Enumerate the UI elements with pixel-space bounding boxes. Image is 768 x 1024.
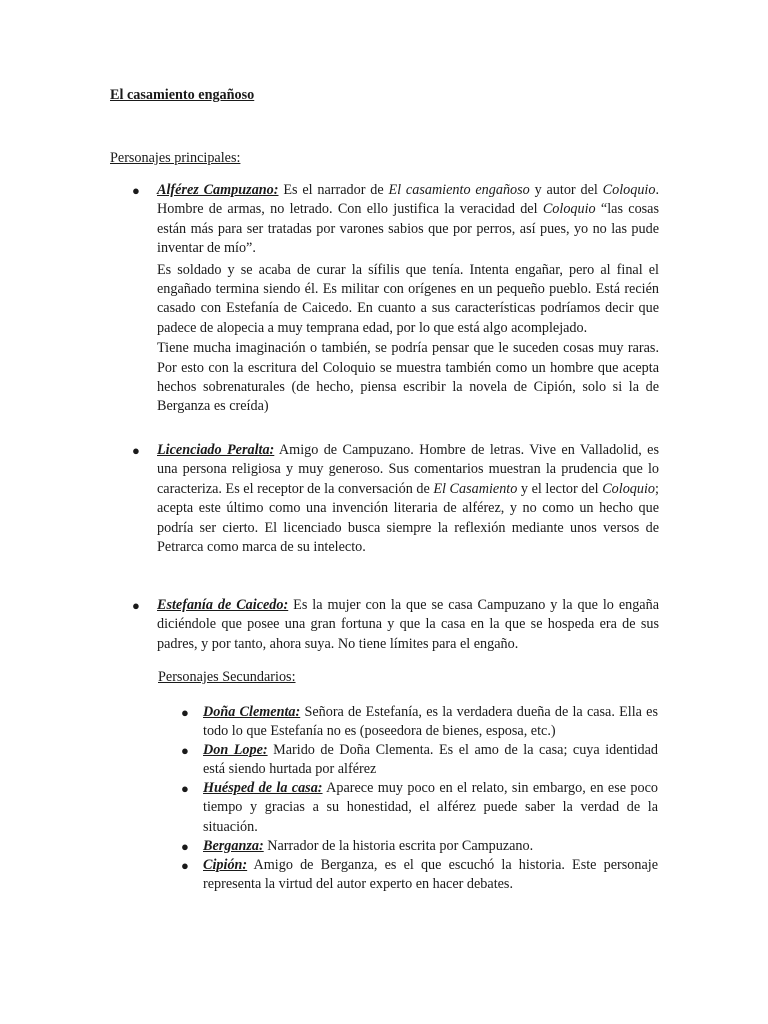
secondary-characters-heading: Personajes Secundarios: — [158, 669, 296, 685]
character-name: Alférez Campuzano: — [157, 182, 279, 198]
list-item-huesped — [181, 779, 659, 837]
secondary-paragraph — [203, 779, 658, 837]
list-item-cipion — [181, 856, 658, 895]
work-title: Coloquio — [602, 480, 656, 497]
text-span: . Hombre de armas, no letrado. Con ello justifica la veracidad del — [157, 182, 660, 218]
text-span: Narrador de la historia escrita por Campuzano. — [263, 838, 534, 854]
text-span: y autor del — [529, 182, 603, 198]
text-span: Señora de Estefanía, es la verdadera dueña de la casa. Ella es todo lo que Estefanía no es (poseedora de bienes, esposa, etc.) — [203, 704, 658, 740]
text-span: y el lector del — [517, 480, 603, 497]
estefania-paragraph — [157, 596, 659, 654]
bullet-icon: ● — [181, 743, 189, 758]
campuzano-paragraph-1 — [157, 181, 659, 259]
secondary-paragraph — [203, 741, 658, 780]
campuzano-paragraph-2: Es soldado y se acaba de curar la sífilis que tenía. Intenta engañar, pero al final el engañado termina siendo él. Es militar con orígenes en un pequeño pueblo. Está recién casado con Estefanía de Caicedo. En cuanto a sus características podríamos decir que padece de alopecia a muy temprana edad, por lo que está algo acomplejado. — [157, 261, 659, 336]
text-span: Amigo de Berganza, es el que escuchó la historia. Este personaje representa la virtud del autor experto en hacer debates. — [203, 857, 658, 893]
main-characters-heading: Personajes principales: — [110, 150, 241, 166]
character-name: Doña Clementa: — [203, 704, 301, 720]
character-name: Licenciado Peralta: — [157, 442, 275, 458]
text-span: Es la mujer con la que se casa Campuzano y la que lo engaña diciéndole que posee una gran fortuna y que la casa en la que se hospeda era de sus padres, y por tanto, ahora suya. No tiene límites para el engaño. — [157, 597, 659, 652]
list-item-clementa — [181, 703, 658, 742]
bullet-icon: ● — [181, 781, 189, 796]
character-name: Huésped de la casa: — [203, 780, 323, 796]
secondary-paragraph — [203, 856, 658, 895]
character-name: Estefanía de Caicedo: — [157, 597, 289, 613]
bullet-icon: ● — [181, 858, 189, 873]
bullet-icon: ● — [132, 443, 140, 458]
secondary-paragraph — [203, 837, 658, 856]
list-item-berganza — [181, 837, 658, 856]
bullet-icon: ● — [132, 598, 140, 613]
work-title: El Casamiento — [433, 480, 518, 497]
bullet-icon: ● — [181, 839, 189, 854]
work-title: El casamiento engañoso — [388, 182, 530, 198]
peralta-paragraph — [157, 441, 659, 557]
list-item-campuzano — [132, 181, 660, 417]
character-name: Cipión: — [203, 857, 248, 873]
secondary-paragraph — [203, 703, 658, 742]
character-name: Don Lope: — [203, 742, 268, 758]
campuzano-paragraph-3: Tiene mucha imaginación o también, se podría pensar que le suceden cosas muy raras. Por esto con la escritura del Coloquio se muestra también como un hombre que acepta hechos sobrenaturales (de hecho, piensa escribir la novela de Cipión, solo si la de Berganza es creída) — [157, 340, 659, 415]
text-span: Marido de Doña Clementa. Es el amo de la casa; cuya identidad está siendo hurtada por alférez — [203, 742, 658, 778]
text-span: ; acepta este último como una invención literaria de alférez, y no como un hecho que podría ser cierto. El licenciado busca siempre la reflexión mediante unos versos de Petrarca como marca de su intelecto. — [157, 480, 659, 556]
work-title: Coloquio — [602, 182, 656, 198]
text-span: Es el narrador de — [278, 182, 389, 198]
text-span: Aparece muy poco en el relato, sin embargo, en ese poco tiempo y gracias a su honestidad, el alférez puede saber la verdad de la situación. — [203, 780, 659, 835]
work-title: Coloquio — [542, 201, 596, 218]
character-name: Berganza: — [203, 838, 264, 854]
text-span: “las cosas están más para ser tratadas por varones sabios que por perros, así pues, yo no las pude inventar de mío”. — [157, 201, 659, 257]
text-span: Amigo de Campuzano. Hombre de letras. Vive en Valladolid, es una persona religiosa y muy generoso. Sus comentarios muestran la prudencia que lo caracteriza. Es el receptor de la conversación de — [157, 442, 659, 497]
bullet-icon: ● — [132, 183, 140, 198]
list-item-lope — [181, 741, 658, 780]
list-item-estefania — [132, 596, 659, 654]
bullet-icon: ● — [181, 705, 189, 720]
list-item-peralta — [132, 441, 659, 557]
document-title: El casamiento engañoso — [110, 87, 255, 103]
